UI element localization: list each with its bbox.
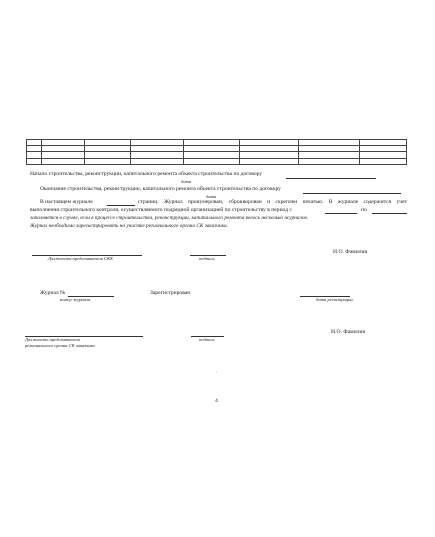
end-date-line: [303, 193, 401, 194]
signer2-position-caption-2: регионального органа СК заказчика: [25, 343, 95, 348]
signer2-position-caption-1: Должность представителя: [25, 337, 80, 342]
registration-date-caption: дата регистрации: [316, 297, 353, 302]
paragraph-line2-a: выполнения строительного контроля, осуществляемого подрядной организацией по строительству в период с: [30, 207, 292, 213]
signer1-signature-caption: подпись: [199, 256, 215, 261]
paragraph-line4: Журнал необходимо зарегистрировать на участке регионального органа СК заказчика.: [30, 223, 228, 229]
period-from-line: [325, 213, 357, 214]
paragraph-line3: заполняется в случае, если в процессе строительства, реконструкции, капитального ремонта велось несколько журналов.: [30, 215, 309, 221]
paragraph-line1-b: страниц. Журнал пронумерован, сброшюрован и скреплен печатью. В журнале содержится учет: [138, 199, 407, 205]
signer1-position-caption: Должность представителя СКК: [48, 256, 114, 261]
journal-number-caption: номер журнала: [60, 297, 91, 302]
signer2-signature-caption: подпись: [199, 337, 215, 342]
table-row: [27, 158, 407, 164]
page-number: 4: [215, 398, 218, 404]
journal-table: [26, 139, 407, 165]
registered-label: Зарегистрирован: [150, 290, 191, 296]
end-date-caption: дата: [206, 194, 217, 199]
paragraph-line1-a: В настоящем журнале: [40, 199, 93, 205]
period-to-line: [372, 213, 407, 214]
end-construction-text: Окончание строительства, реконструкции, капитального ремонта объекта строительства по договору: [40, 186, 281, 192]
pages-blank-line: [107, 205, 135, 206]
footer-mark: ': [216, 371, 218, 377]
paragraph-line2-b: по: [361, 207, 367, 213]
start-date-line: [286, 178, 376, 179]
start-date-caption: дата: [181, 179, 192, 184]
signer2-name: И.О. Фамилия: [331, 329, 366, 335]
start-construction-text: Начало строительства, реконструкции, капитального ремонта объекта строительства по договору: [30, 171, 263, 177]
signer1-name: И.О. Фамилия: [333, 249, 368, 255]
journal-number-label: Журнал №: [40, 290, 66, 296]
